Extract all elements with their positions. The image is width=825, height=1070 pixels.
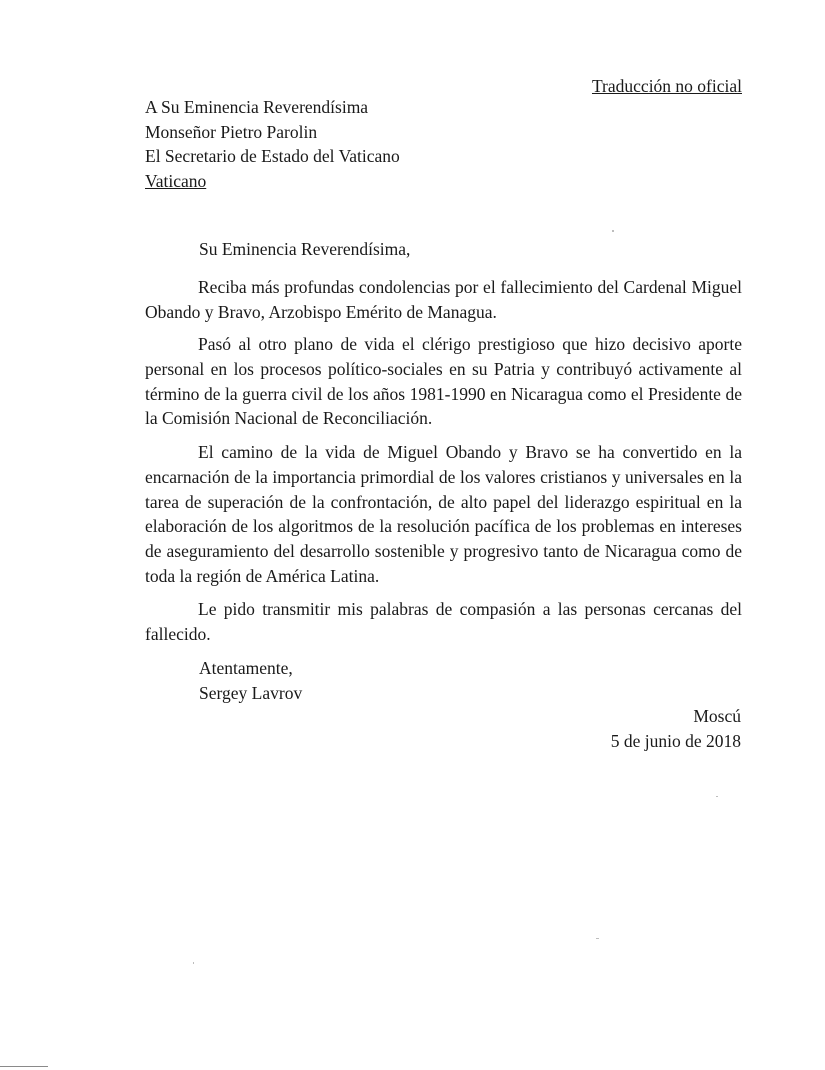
paragraph-contribution: Pasó al otro plano de vida el clérigo prestigioso que hizo decisivo aporte personal en los procesos político-sociales en su Patria y contribuyó activamente al término de la guerra civil de los años 1981-1990 en Nicaragua como el Presidente de la Comisión Nacional de Reconciliación. — [145, 334, 742, 429]
paragraph-legacy: El camino de la vida de Miguel Obando y Bravo se ha convertido en la encarnación de la importancia primordial de los valores cristianos y universales en la tarea de superación de la confrontación, de alto papel del liderazgo espiritual en la elaboración de los algoritmos de la resolución pacífica de los problemas en intereses de aseguramiento del desarrollo sostenible y progresivo tanto de Nicaragua como de toda la región de América Latina. — [145, 442, 742, 586]
paragraph-condolences: Reciba más profundas condolencias por el fallecimiento del Cardenal Miguel Obando y Bravo, Arzobispo Emérito de Managua. — [145, 277, 742, 322]
place-date-block — [611, 704, 741, 753]
recipient-line-title: A Su Eminencia Reverendísima — [145, 97, 369, 117]
recipient-address-block — [145, 95, 400, 193]
date: 5 de junio de 2018 — [610, 730, 741, 751]
valediction: Atentamente, — [199, 658, 293, 678]
recipient-line-location: Vaticano — [145, 170, 207, 191]
scan-speck — [596, 938, 599, 939]
scan-speck — [612, 230, 614, 232]
paragraph-compassion: Le pido transmitir mis palabras de compasión a las personas cercanas del fallecido. — [145, 599, 742, 644]
scan-speck — [716, 796, 718, 797]
signer-name: Sergey Lavrov — [199, 683, 303, 703]
closing-block — [199, 656, 302, 706]
salutation: Su Eminencia Reverendísima, — [199, 239, 411, 259]
unofficial-translation-note: Traducción no oficial — [591, 76, 742, 96]
recipient-line-position: El Secretario de Estado del Vaticano — [145, 146, 400, 166]
recipient-line-name: Monseñor Pietro Parolin — [145, 121, 318, 142]
scan-edge-line — [0, 1066, 48, 1067]
scan-speck — [193, 962, 194, 964]
place: Moscú — [693, 706, 741, 726]
